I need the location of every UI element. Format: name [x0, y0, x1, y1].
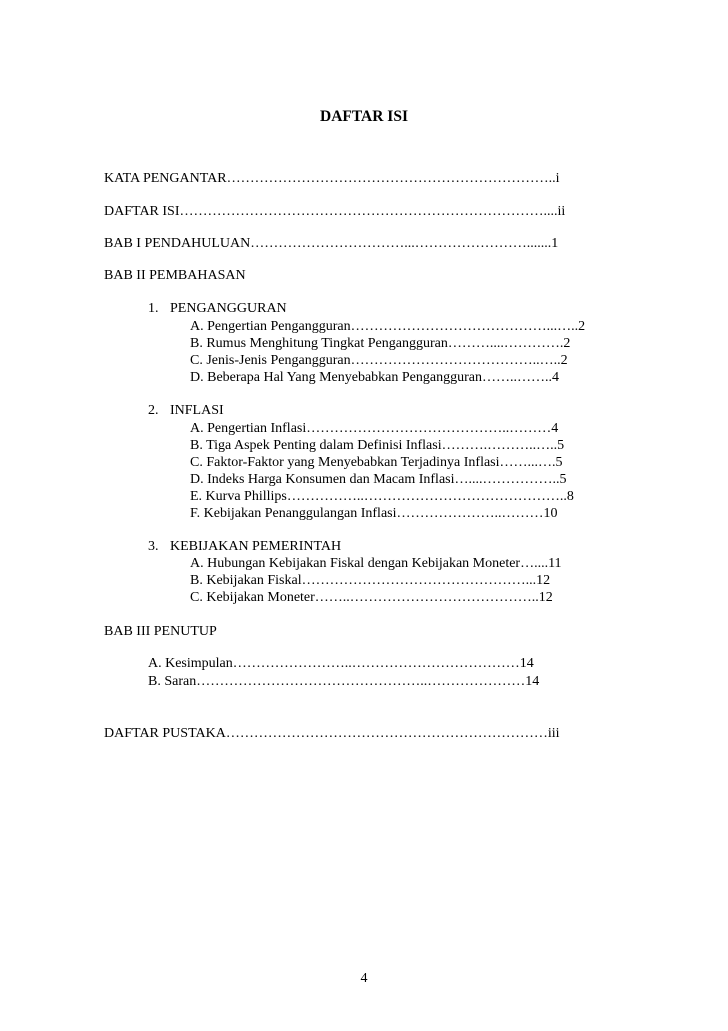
toc-item: B. Kebijakan Fiskal…………………………………………...12: [190, 573, 551, 588]
toc-item: A. Pengertian Inflasi……………………………………..………4: [190, 421, 559, 436]
toc-item: A. Kesimpulan……………………..………………………………14: [148, 656, 534, 671]
toc-bab-1: BAB I PENDAHULUAN……………………………...…………………….......1: [104, 236, 559, 251]
toc-item: B. Tiga Aspek Penting dalam Definisi Inflasi……….………..…..5: [190, 438, 565, 453]
section-label: KEBIJAKAN PEMERINTAH: [170, 539, 342, 554]
page-title: DAFTAR ISI: [320, 108, 408, 125]
toc-item: D. Indeks Harga Konsumen dan Macam Inflasi…....……………..5: [190, 472, 567, 487]
toc-daftar-pustaka: DAFTAR PUSTAKA……………………………………………………………iii: [104, 726, 560, 741]
section-heading-kebijakan: [148, 539, 341, 555]
toc-item: F. Kebijakan Penanggulangan Inflasi…………………..………10: [190, 506, 558, 521]
toc-item: C. Faktor-Faktor yang Menyebabkan Terjadinya Inflasi……...….5: [190, 455, 563, 470]
section-label: PENGANGGURAN: [170, 301, 287, 316]
toc-item: C. Kebijakan Moneter……..…………………………………..12: [190, 590, 553, 605]
section-number: 1.: [148, 301, 159, 316]
section-label: INFLASI: [170, 403, 224, 418]
toc-item: D. Beberapa Hal Yang Menyebabkan Pengangguran……..……..4: [190, 370, 559, 385]
toc-item: C. Jenis-Jenis Pengangguran…………………………………..…..2: [190, 353, 568, 368]
toc-daftar-isi: DAFTAR ISI……………………………………………………………………....ii: [104, 204, 566, 219]
toc-item: B. Rumus Menghitung Tingkat Pengangguran………....………….2: [190, 336, 571, 351]
toc-item: A. Hubungan Kebijakan Fiskal dengan Kebijakan Moneter…....11: [190, 556, 562, 571]
section-heading-pengangguran: [148, 301, 287, 317]
section-heading-inflasi: [148, 403, 224, 419]
toc-bab-2: BAB II PEMBAHASAN: [104, 268, 246, 283]
toc-item: A. Pengertian Pengangguran……………………………………...…..2: [190, 319, 586, 334]
section-number: 2.: [148, 403, 159, 418]
toc-bab-3: BAB III PENUTUP: [104, 624, 217, 639]
page-number: 4: [360, 971, 368, 986]
toc-item: B. Saran…………………………………………..…………………14: [148, 674, 540, 689]
toc-item: E. Kurva Phillips……………..……………………………………..8: [190, 489, 574, 504]
section-number: 3.: [148, 539, 159, 554]
toc-kata-pengantar: KATA PENGANTAR……………………………………………………………..i: [104, 171, 560, 186]
